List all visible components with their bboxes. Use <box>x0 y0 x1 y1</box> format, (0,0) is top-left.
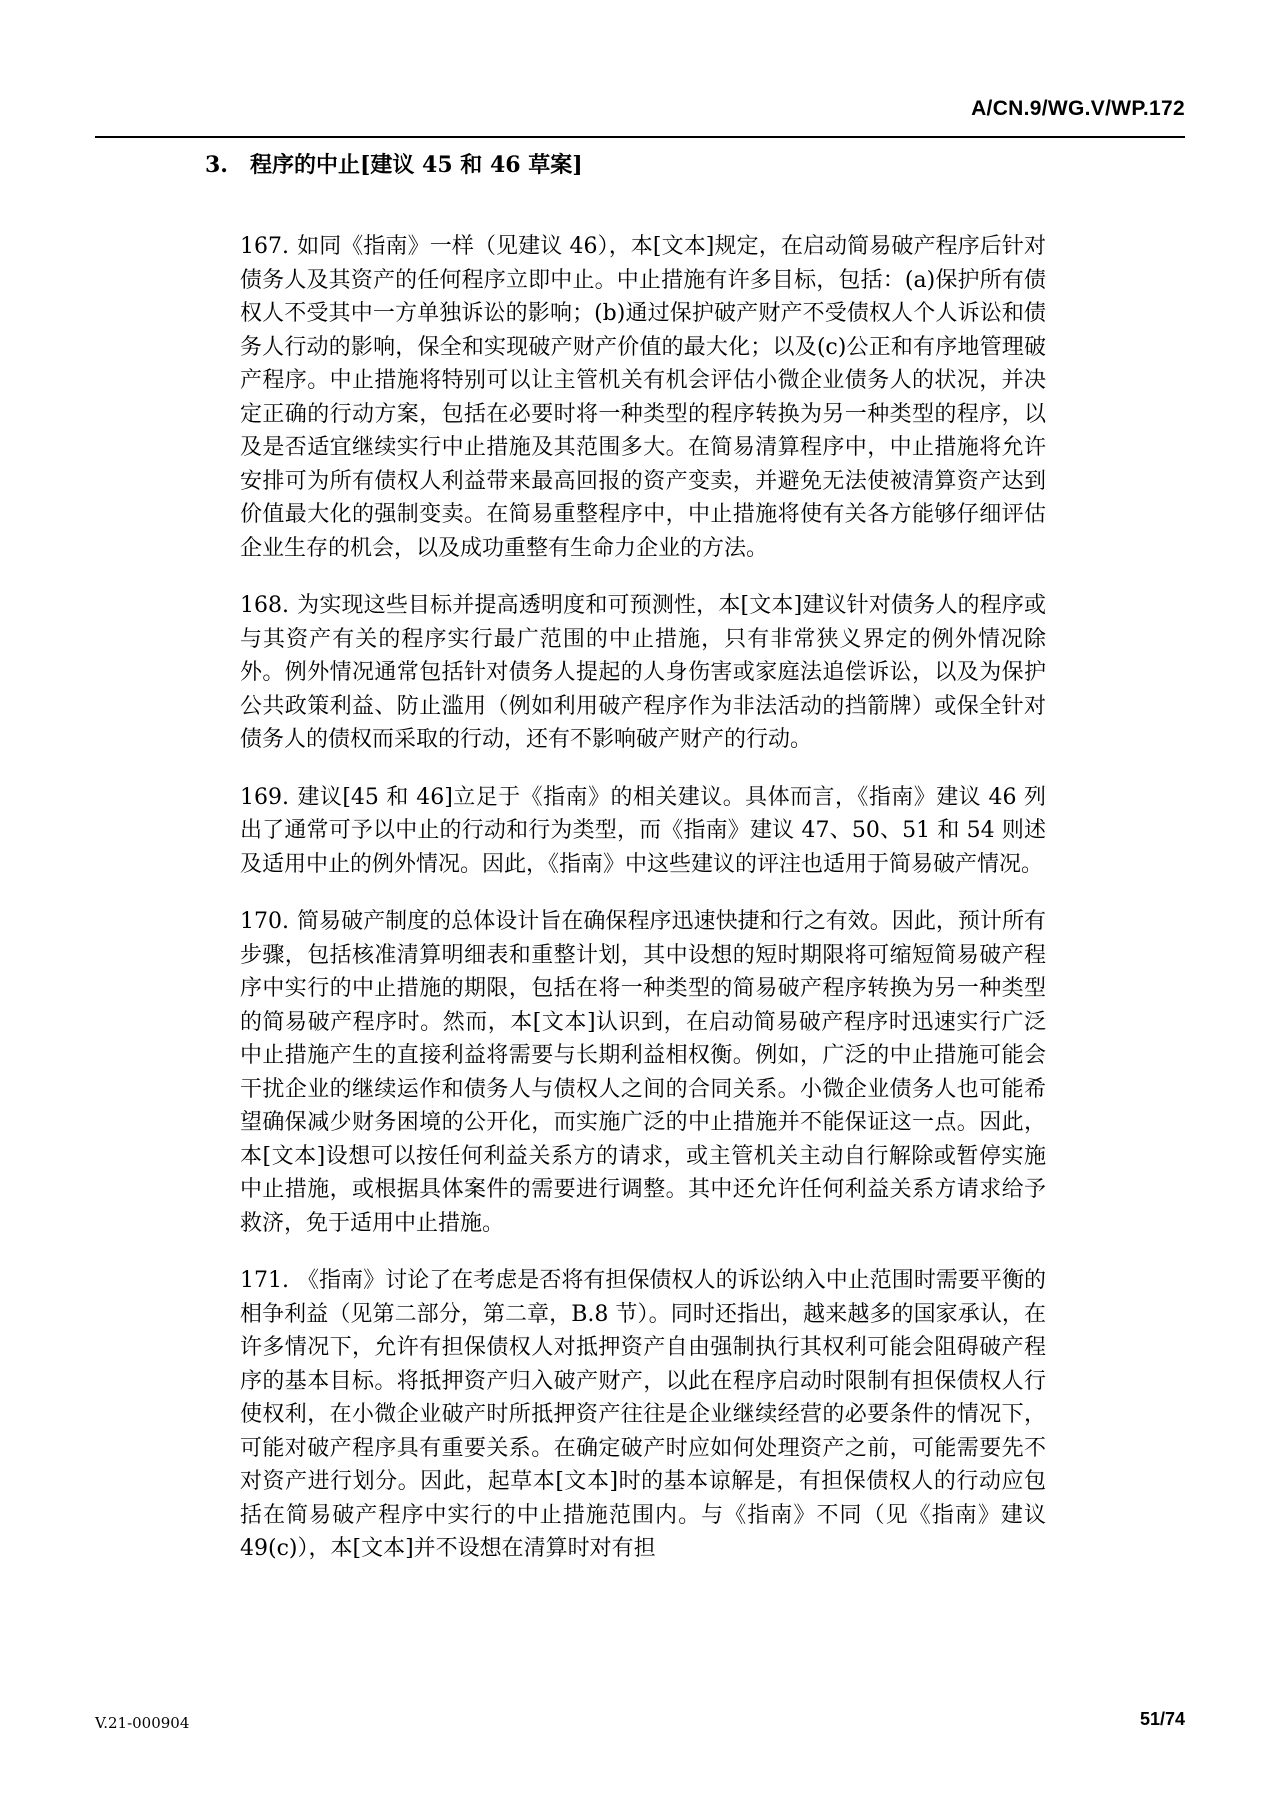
paragraph-167 <box>240 230 1046 565</box>
footer-page-number: 51/74 <box>1139 1709 1185 1729</box>
header-doc-symbol: A/CN.9/WG.V/WP.172 <box>971 97 1185 120</box>
paragraph-number: 168. <box>240 593 289 618</box>
paragraph-170 <box>240 905 1046 1240</box>
paragraph-text: 简易破产制度的总体设计旨在确保程序迅速快捷和行之有效。因此，预计所有步骤，包括核准清算明细表和重整计划，其中设想的短时期限将可缩短简易破产程序中实行的中止措施的期限，包括在将一种类型的简易破产程序转换为另一种类型的简易破产程序时。然而，本[文本]认识到，在启动简易破产程序时迅速实行广泛中止措施产生的直接利益将需要与长期利益相权衡。例如，广泛的中止措施可能会干扰企业的继续运作和债务人与债权人之间的合同关系。小微企业债务人也可能希望确保减少财务困境的公开化，而实施广泛的中止措施并不能保证这一点。因此，本[文本]设想可以按任何利益关系方的请求，或主管机关主动自行解除或暂停实施中止措施，或根据具体案件的需要进行调整。其中还允许任何利益关系方请求给予救济，免于适用中止措施。 <box>240 909 1046 1236</box>
paragraph-number: 169. <box>240 784 289 810</box>
section-number: 3. <box>205 152 228 178</box>
paragraph-text: 建议[45 和 46]立足于《指南》的相关建议。具体而言，《指南》建议 46 列出了通常可予以中止的行动和行为类型，而《指南》建议 47、50、51 和 54 则述及适用中止的例外情况。因此，《指南》中这些建议的评注也适用于简易破产情况。 <box>240 784 1046 877</box>
paragraph-number: 171. <box>240 1268 289 1293</box>
paragraph-number: 167. <box>240 234 289 259</box>
document-body <box>240 230 1046 1590</box>
paragraph-text: 如同《指南》一样（见建议 46），本[文本]规定，在启动简易破产程序后针对债务人及其资产的任何程序立即中止。中止措施有许多目标，包括：(a)保护所有债权人不受其中一方单独诉讼的影响；(b)通过保护破产财产不受债权人个人诉讼和债务人行动的影响，保全和实现破产财产价值的最大化；以及(c)公正和有序地管理破产程序。中止措施将特别可以让主管机关有机会评估小微企业债务人的状况，并决定正确的行动方案，包括在必要时将一种类型的程序转换为另一种类型的程序，以及是否适宜继续实行中止措施及其范围多大。在简易清算程序中，中止措施将允许安排可为所有债权人利益带来最高回报的资产变卖，并避免无法使被清算资产达到价值最大化的强制变卖。在简易重整程序中，中止措施将使有关各方能够仔细评估企业生存的机会，以及成功重整有生命力企业的方法。 <box>240 234 1046 561</box>
footer-doc-id: V.21-000904 <box>95 1714 190 1732</box>
paragraph-number: 170. <box>240 909 289 934</box>
paragraph-169 <box>240 781 1046 882</box>
paragraph-text: 为实现这些目标并提高透明度和可预测性，本[文本]建议针对债务人的程序或与其资产有关的程序实行最广范围的中止措施，只有非常狭义界定的例外情况除外。例外情况通常包括针对债务人提起的人身伤害或家庭法追偿诉讼，以及为保护公共政策利益、防止滥用（例如利用破产程序作为非法活动的挡箭牌）或保全针对债务人的债权而采取的行动，还有不影响破产财产的行动。 <box>240 593 1046 752</box>
header-rule <box>95 136 1185 138</box>
paragraph-text: 《指南》讨论了在考虑是否将有担保债权人的诉讼纳入中止范围时需要平衡的相争利益（见第二部分，第二章，B.8 节）。同时还指出，越来越多的国家承认，在许多情况下，允许有担保债权人对抵押资产自由强制执行其权利可能会阻碍破产程序的基本目标。将抵押资产归入破产财产，以此在程序启动时限制有担保债权人行使权利，在小微企业破产时所抵押资产往往是企业继续经营的必要条件的情况下，可能对破产程序具有重要关系。在确定破产时应如何处理资产之前，可能需要先不对资产进行划分。因此，起草本[文本]时的基本谅解是，有担保债权人的行动应包括在简易破产程序中实行的中止措施范围内。与《指南》不同（见《指南》建议 49(c)），本[文本]并不设想在清算时对有担 <box>240 1268 1046 1561</box>
paragraph-171 <box>240 1264 1046 1566</box>
section-title: 程序的中止[建议 45 和 46 草案] <box>249 152 583 178</box>
paragraph-168 <box>240 589 1046 757</box>
section-heading <box>205 150 1105 180</box>
